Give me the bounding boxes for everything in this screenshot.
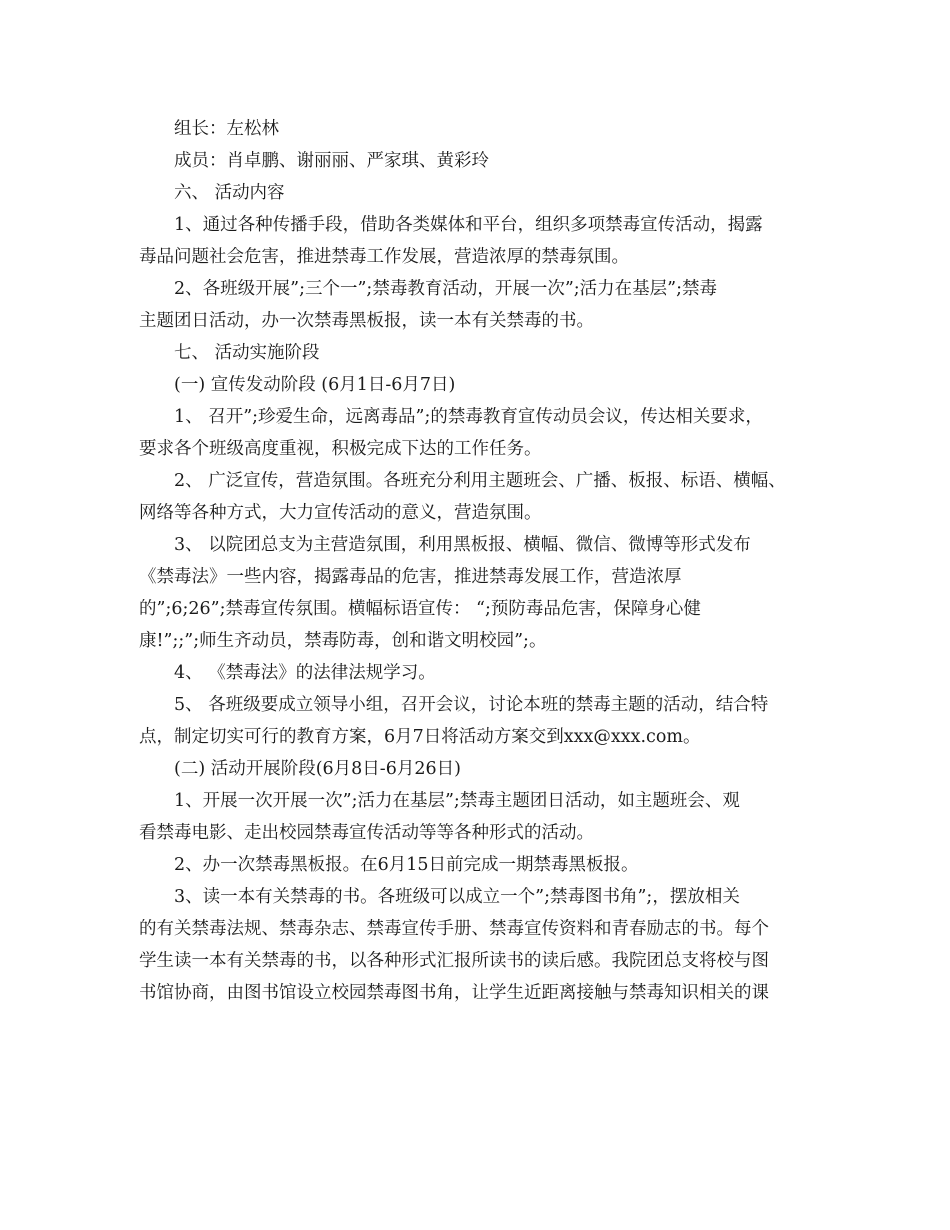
paragraph-line: 4、 《禁毒法》的法律法规学习。 [174, 663, 436, 683]
paragraph-line: 网络等各种方式，大力宣传活动的意义，营造氛围。 [139, 503, 542, 523]
section-heading-implementation-stages: 七、 活动实施阶段 [174, 343, 320, 363]
paragraph-line: 书馆协商，由图书馆设立校园禁毒图书角，让学生近距离接触与禁毒知识相关的课 [139, 983, 769, 1003]
subsection-heading-activity-stage: (二) 活动开展阶段(6月8日-6月26日) [174, 759, 461, 779]
paragraph-line: 《禁毒法》一些内容，揭露毒品的危害，推进禁毒发展工作，营造浓厚 [139, 567, 682, 587]
paragraph-line: 3、 以院团总支为主营造氛围，利用黑板报、横幅、微信、微博等形式发布 [174, 535, 751, 555]
paragraph-line: 1、开展一次开展一次”;活力在基层”;禁毒主题团日活动，如主题班会、观 [174, 791, 740, 811]
paragraph-line: 看禁毒电影、走出校园禁毒宣传活动等等各种形式的活动。 [139, 823, 594, 843]
group-leader-line: 组长：左松林 [174, 119, 279, 139]
paragraph-line: 的有关禁毒法规、禁毒杂志、禁毒宣传手册、禁毒宣传资料和青春励志的书。每个 [139, 919, 769, 939]
paragraph-line: 学生读一本有关禁毒的书，以各种形式汇报所读书的读后感。我院团总支将校与图 [139, 951, 769, 971]
members-line: 成员：肖卓鹏、谢丽丽、严家琪、黄彩玲 [174, 151, 489, 171]
paragraph-line: 1、通过各种传播手段，借助各类媒体和平台，组织多项禁毒宣传活动，揭露 [174, 215, 763, 235]
paragraph-line: 点，制定切实可行的教育方案，6月7日将活动方案交到xxx@xxx.com。 [139, 727, 701, 747]
paragraph-line: 的”;6;26”;禁毒宣传氛围。横幅标语宣传： “;预防毒品危害，保障身心健 [139, 599, 701, 619]
paragraph-line: 5、 各班级要成立领导小组，召开会议，讨论本班的禁毒主题的活动，结合特 [174, 695, 769, 715]
paragraph-line: 康!”;;”;师生齐动员，禁毒防毒，创和谐文明校园”;。 [139, 631, 547, 651]
paragraph-line: 毒品问题社会危害，推进禁毒工作发展，营造浓厚的禁毒氛围。 [139, 247, 629, 267]
section-heading-activity-content: 六、 活动内容 [174, 183, 285, 203]
subsection-heading-publicity-stage: (一) 宣传发动阶段 (6月1日-6月7日) [174, 375, 456, 395]
paragraph-line: 主题团日活动，办一次禁毒黑板报，读一本有关禁毒的书。 [139, 311, 594, 331]
paragraph-line: 2、办一次禁毒黑板报。在6月15日前完成一期禁毒黑板报。 [174, 855, 639, 875]
paragraph-line: 要求各个班级高度重视，积极完成下达的工作任务。 [139, 439, 542, 459]
paragraph-line: 2、 广泛宣传，营造氛围。各班充分利用主题班会、广播、板报、标语、横幅、 [174, 471, 786, 491]
paragraph-line: 2、各班级开展”;三个一”;禁毒教育活动，开展一次”;活力在基层”;禁毒 [174, 279, 718, 299]
paragraph-line: 3、读一本有关禁毒的书。各班级可以成立一个”;禁毒图书角”;，摆放相关 [174, 887, 740, 907]
paragraph-line: 1、 召开”;珍爱生命，远离毒品”;的禁毒教育宣传动员会议，传达相关要求， [174, 407, 763, 427]
document-body [139, 113, 819, 1009]
